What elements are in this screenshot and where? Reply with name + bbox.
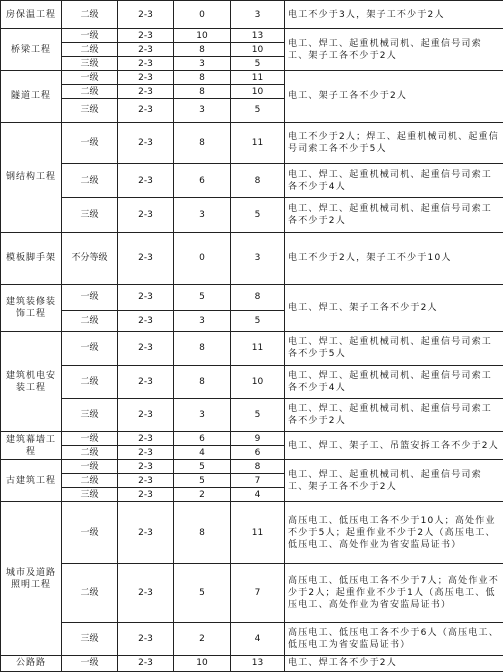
special-worker-requirement-cell: 电工、焊工、架子工、吊篮安拆工各不少于2人: [285, 432, 503, 460]
table-row: [1, 1, 503, 29]
special-worker-requirement-cell: 电工、焊工、起重机械司机、起重信号司索工各不少于4人: [285, 365, 503, 398]
range-cell: 2-3: [118, 446, 174, 460]
max-count-cell: 9: [231, 432, 285, 446]
project-category-cell: 城市及道路照明工程: [1, 502, 62, 655]
project-category-cell: 建筑装修装饰工程: [1, 284, 62, 331]
max-count-cell: 7: [231, 474, 285, 488]
table-row: [1, 122, 503, 163]
max-count-cell: 13: [231, 655, 285, 671]
table-row: [1, 398, 503, 431]
qualification-level-cell: 三级: [62, 488, 118, 502]
special-worker-requirement-cell: 高压电工、低压电工各不少于6人（高压电工、低压电工为省安监局证书）: [285, 623, 503, 655]
min-count-cell: 3: [174, 198, 231, 233]
project-category-cell: 公路路: [1, 655, 62, 671]
range-cell: 2-3: [118, 488, 174, 502]
min-count-cell: 8: [174, 71, 231, 85]
min-count-cell: 8: [174, 85, 231, 99]
qualification-level-cell: 二级: [62, 563, 118, 622]
range-cell: 2-3: [118, 655, 174, 671]
max-count-cell: 7: [231, 563, 285, 622]
table-row: [1, 71, 503, 85]
min-count-cell: 2: [174, 623, 231, 655]
project-category-cell: 钢结构工程: [1, 122, 62, 232]
qualification-level-cell: 三级: [62, 57, 118, 71]
min-count-cell: 10: [174, 29, 231, 43]
max-count-cell: 13: [231, 29, 285, 43]
project-category-cell: 建筑机电安装工程: [1, 332, 62, 432]
range-cell: 2-3: [118, 474, 174, 488]
min-count-cell: 8: [174, 332, 231, 365]
qualification-level-cell: 一级: [62, 460, 118, 474]
table-row: [1, 623, 503, 655]
qualification-level-cell: 二级: [62, 85, 118, 99]
min-count-cell: 10: [174, 655, 231, 671]
range-cell: 2-3: [118, 563, 174, 622]
project-category-cell: 隧道工程: [1, 71, 62, 123]
range-cell: 2-3: [118, 29, 174, 43]
table-row: [1, 163, 503, 198]
min-count-cell: 8: [174, 43, 231, 57]
table-row: [1, 332, 503, 365]
qualification-level-cell: 二级: [62, 163, 118, 198]
range-cell: 2-3: [118, 43, 174, 57]
qualification-level-cell: 一级: [62, 122, 118, 163]
qualification-level-cell: 一级: [62, 432, 118, 446]
max-count-cell: 6: [231, 446, 285, 460]
min-count-cell: 3: [174, 310, 231, 332]
range-cell: 2-3: [118, 284, 174, 310]
qualification-level-cell: 二级: [62, 1, 118, 29]
table-row: [1, 432, 503, 446]
range-cell: 2-3: [118, 122, 174, 163]
project-category-cell: 房保温工程: [1, 1, 62, 29]
max-count-cell: 5: [231, 398, 285, 431]
qualification-level-cell: 一级: [62, 71, 118, 85]
range-cell: 2-3: [118, 85, 174, 99]
qualification-level-cell: 二级: [62, 310, 118, 332]
range-cell: 2-3: [118, 232, 174, 284]
special-worker-requirement-cell: 电工、焊工、架子工各不少于2人: [285, 284, 503, 331]
special-worker-requirement-cell: 高压电工、低压电工各不少于7人；高处作业不少于2人；起重作业不少于1人（高压电工、低压电工、高处作业为省安监局证书）: [285, 563, 503, 622]
table-row: [1, 232, 503, 284]
max-count-cell: 11: [231, 502, 285, 563]
qualification-level-cell: 三级: [62, 198, 118, 233]
project-category-cell: 桥梁工程: [1, 29, 62, 71]
min-count-cell: 4: [174, 446, 231, 460]
qualification-level-cell: 一级: [62, 655, 118, 671]
special-worker-requirement-cell: 电工不少于2人，架子工不少于10人: [285, 232, 503, 284]
range-cell: 2-3: [118, 1, 174, 29]
qualification-level-cell: 一级: [62, 332, 118, 365]
special-worker-requirement-cell: 电工、焊工、起重机械司机、起重信号司索工各不少于2人: [285, 398, 503, 431]
special-worker-requirement-cell: 电工、架子工各不少于2人: [285, 71, 503, 123]
special-worker-requirement-cell: 电工、焊工、起重机械司机、起重信号司索工各不少于5人: [285, 332, 503, 365]
special-worker-requirement-cell: 电工、焊工、起重机械司机、起重信号司索工各不少于2人: [285, 198, 503, 233]
max-count-cell: 10: [231, 85, 285, 99]
qualification-level-cell: 一级: [62, 502, 118, 563]
table-row: [1, 655, 503, 671]
range-cell: 2-3: [118, 432, 174, 446]
range-cell: 2-3: [118, 198, 174, 233]
range-cell: 2-3: [118, 99, 174, 123]
range-cell: 2-3: [118, 310, 174, 332]
min-count-cell: 3: [174, 57, 231, 71]
table-row: [1, 198, 503, 233]
range-cell: 2-3: [118, 502, 174, 563]
table-row: [1, 284, 503, 310]
range-cell: 2-3: [118, 332, 174, 365]
min-count-cell: 5: [174, 474, 231, 488]
qualification-level-cell: 二级: [62, 43, 118, 57]
range-cell: 2-3: [118, 460, 174, 474]
min-count-cell: 6: [174, 432, 231, 446]
min-count-cell: 3: [174, 99, 231, 123]
table-row: [1, 563, 503, 622]
max-count-cell: 8: [231, 163, 285, 198]
max-count-cell: 5: [231, 310, 285, 332]
qualification-level-cell: 三级: [62, 398, 118, 431]
qualification-level-cell: 一级: [62, 29, 118, 43]
min-count-cell: 8: [174, 502, 231, 563]
max-count-cell: 8: [231, 460, 285, 474]
qualification-level-cell: 三级: [62, 623, 118, 655]
special-worker-requirement-cell: 高压电工、低压电工各不少于10人；高处作业不少于5人；起重作业不少于2人（高压电工、低压电工、高处作业为省安监局证书）: [285, 502, 503, 563]
min-count-cell: 0: [174, 1, 231, 29]
min-count-cell: 5: [174, 284, 231, 310]
table-row: [1, 502, 503, 563]
qualification-level-cell: 三级: [62, 99, 118, 123]
max-count-cell: 10: [231, 365, 285, 398]
special-worker-requirement-cell: 电工、焊工、起重机械司机、起重信号司索工、架子工各不少于2人: [285, 29, 503, 71]
max-count-cell: 3: [231, 232, 285, 284]
min-count-cell: 8: [174, 365, 231, 398]
range-cell: 2-3: [118, 365, 174, 398]
min-count-cell: 0: [174, 232, 231, 284]
max-count-cell: 11: [231, 332, 285, 365]
min-count-cell: 6: [174, 163, 231, 198]
max-count-cell: 5: [231, 198, 285, 233]
table-body: [1, 1, 503, 672]
special-worker-requirement-cell: 电工、焊工各不少于2人: [285, 655, 503, 671]
project-category-cell: 古建筑工程: [1, 460, 62, 502]
min-count-cell: 5: [174, 563, 231, 622]
special-worker-requirement-cell: 电工不少于3人，架子工不少于2人: [285, 1, 503, 29]
min-count-cell: 3: [174, 398, 231, 431]
min-count-cell: 8: [174, 122, 231, 163]
qualification-level-cell: 二级: [62, 446, 118, 460]
max-count-cell: 4: [231, 623, 285, 655]
max-count-cell: 10: [231, 43, 285, 57]
range-cell: 2-3: [118, 623, 174, 655]
qualification-level-cell: 不分等级: [62, 232, 118, 284]
special-worker-requirement-cell: 电工、焊工、起重机械司机、起重信号司索工各不少于4人: [285, 163, 503, 198]
max-count-cell: 8: [231, 284, 285, 310]
max-count-cell: 5: [231, 99, 285, 123]
max-count-cell: 3: [231, 1, 285, 29]
max-count-cell: 4: [231, 488, 285, 502]
project-category-cell: 建筑幕墙工程: [1, 432, 62, 460]
special-worker-requirement-cell: 电工不少于2人；焊工、起重机械司机、起重信号司索工各不少于5人: [285, 122, 503, 163]
qualification-level-cell: 二级: [62, 474, 118, 488]
min-count-cell: 2: [174, 488, 231, 502]
table-row: [1, 460, 503, 474]
table-row: [1, 29, 503, 43]
range-cell: 2-3: [118, 71, 174, 85]
table-row: [1, 365, 503, 398]
max-count-cell: 11: [231, 71, 285, 85]
range-cell: 2-3: [118, 57, 174, 71]
max-count-cell: 11: [231, 122, 285, 163]
qualification-level-cell: 一级: [62, 284, 118, 310]
max-count-cell: 5: [231, 57, 285, 71]
range-cell: 2-3: [118, 163, 174, 198]
range-cell: 2-3: [118, 398, 174, 431]
special-worker-requirement-cell: 电工、焊工、起重机械司机、起重信号司索工、架子工各不少于2人: [285, 460, 503, 502]
qualification-level-cell: 二级: [62, 365, 118, 398]
project-category-cell: 模板脚手架: [1, 232, 62, 284]
min-count-cell: 5: [174, 460, 231, 474]
